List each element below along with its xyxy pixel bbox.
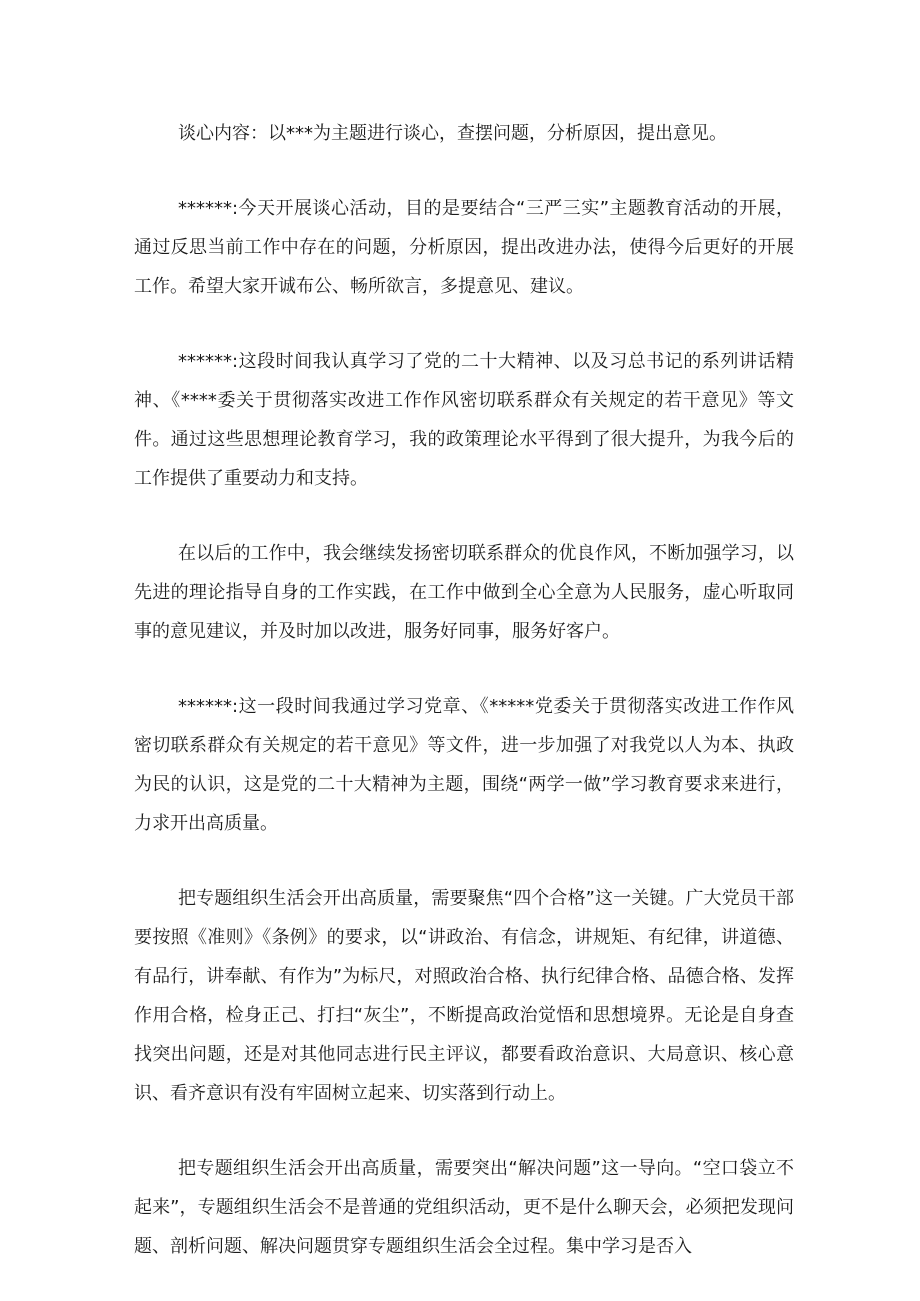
paragraph-problem-solving: 把专题组织生活会开出高质量，需要突出“解决问题”这一导向。“空口袋立不起来”，专题组织生活会不是普通的党组织活动，更不是什么聊天会，必须把发现问题、剖析问题、解决问题贯穿专题组织生活会全过程。集中学习是否入 [134,1158,794,1257]
paragraph-opening-remarks: ******:今天开展谈心活动，目的是要结合“三严三实”主题教育活动的开展，通过反思当前工作中存在的问题，分析原因，提出改进办法，使得今后更好的开展工作。希望大家开诚布公、畅所欲言，多提意见、建议。 [134,198,794,297]
paragraph-future-work: 在以后的工作中，我会继续发扬密切联系群众的优良作风，不断加强学习，以先进的理论指导自身的工作实践，在工作中做到全心全意为人民服务，虚心听取同事的意见建议，并及时加以改进，服务好同事，服务好客户。 [134,543,794,642]
paragraph-four-qualifications: 把专题组织生活会开出高质量，需要聚焦“四个合格”这一关键。广大党员干部要按照《准则》《条例》的要求，以“讲政治、有信念，讲规矩、有纪律，讲道德、有品行，讲奉献、有作为”为标尺，对照政治合格、执行纪律合格、品德合格、发挥作用合格，检身正己、打扫“灰尘”，不断提高政治觉悟和思想境界。无论是自身查找突出问题，还是对其他同志进行民主评议，都要看政治意识、大局意识、核心意识、看齐意识有没有牢固树立起来、切实落到行动上。 [134,888,794,1104]
document-body [134,114,794,1266]
paragraph-study-summary: ******:这段时间我认真学习了党的二十大精神、以及习总书记的系列讲话精神、《****委关于贯彻落实改进工作作风密切联系群众有关规定的若干意见》等文件。通过这些思想理论教育学习，我的政策理论水平得到了很大提升，为我今后的工作提供了重要动力和支持。 [134,351,794,489]
paragraph-party-constitution-study: ******:这一段时间我通过学习党章、《*****党委关于贯彻落实改进工作作风密切联系群众有关规定的若干意见》等文件，进一步加强了对我党以人为本、执政为民的认识，这是党的二十大精神为主题，围绕“两学一做”学习教育要求来进行，力求开出高质量。 [134,696,794,834]
paragraph-topic: 谈心内容：以***为主题进行谈心，查摆问题，分析原因，提出意见。 [178,123,727,144]
